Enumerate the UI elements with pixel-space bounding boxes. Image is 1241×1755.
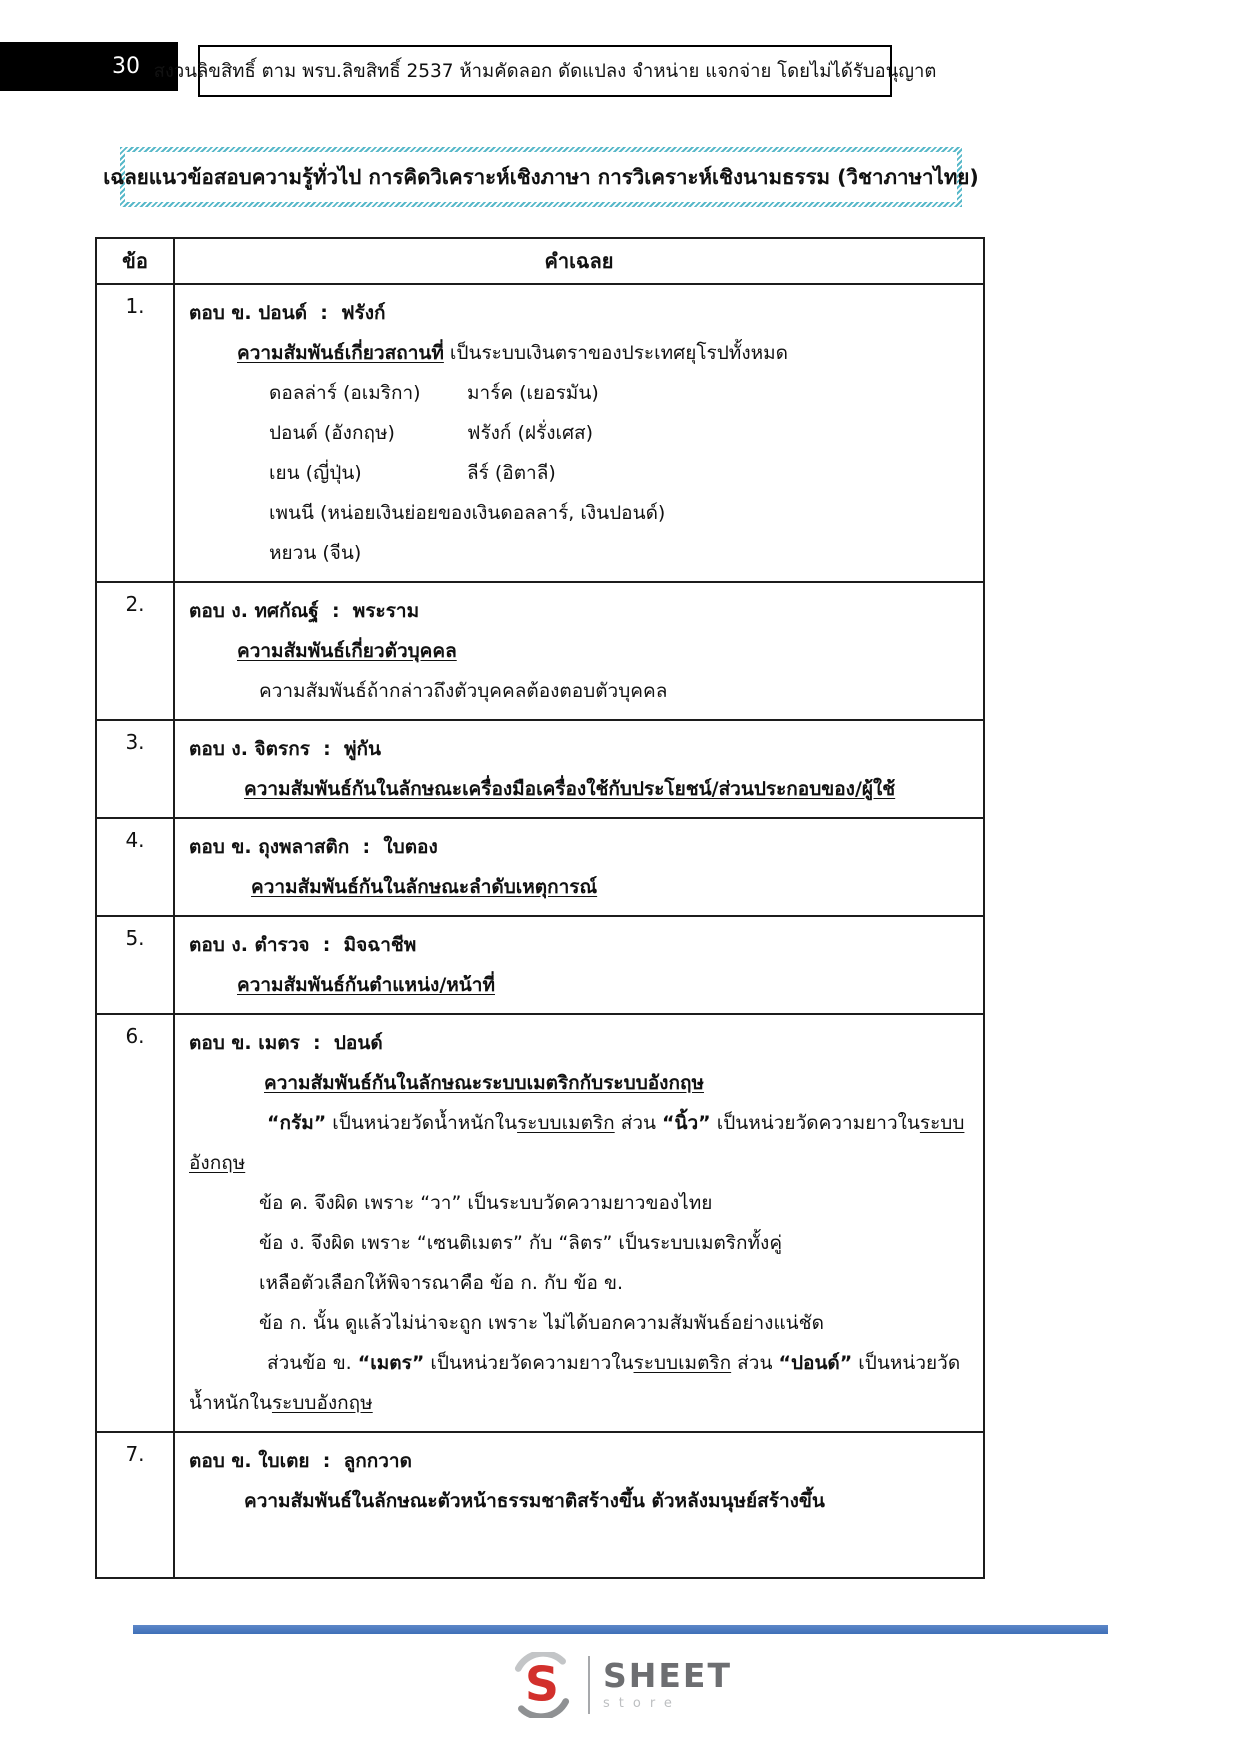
footer-divider <box>133 1625 1108 1634</box>
text-segment: เป็นระบบเงินตราของประเทศยุโรปทั้งหมด <box>443 342 788 364</box>
text-segment: “นิ้ว” <box>662 1112 711 1134</box>
text-segment: ข้อ ง. จึงผิด เพราะ “เซนติเมตร” กับ “ลิตร” เป็นระบบเมตริกทั้งคู่ <box>259 1232 783 1254</box>
logo-text <box>603 1655 732 1712</box>
text-segment: ระบบอังกฤษ <box>189 1112 965 1174</box>
page-header <box>0 0 1241 237</box>
answer-line <box>259 1303 969 1343</box>
text-segment: เพนนี (หน่อยเงินย่อยของเงินดอลลาร์, เงินปอนด์) <box>269 502 666 524</box>
text-segment: ส่วนข้อ ข. <box>267 1352 358 1374</box>
table-row <box>96 818 984 916</box>
header-row <box>96 238 984 284</box>
exam-title: เฉลยแนวข้อสอบความรู้ทั่วไป การคิดวิเคราะห์เชิงภาษา การวิเคราะห์เชิงนามธรรม (วิชาภาษาไทย) <box>103 164 979 189</box>
answer-line <box>251 867 969 907</box>
text-segment: ระบบอังกฤษ <box>271 1392 373 1414</box>
answer-line <box>259 1183 969 1223</box>
text-segment: ความสัมพันธ์เกี่ยวสถานที่ <box>237 342 444 364</box>
text-segment: ระบบเมตริก <box>633 1352 732 1374</box>
text-segment: ความสัมพันธ์ในลักษณะตัวหน้าธรรมชาติสร้างขึ้น ตัวหลังมนุษย์สร้างขึ้น <box>244 1490 825 1512</box>
answer-line <box>189 925 969 965</box>
question-number: 5. <box>96 916 174 1014</box>
table-header-item: ข้อ <box>96 238 174 284</box>
page-number-box <box>0 42 178 91</box>
table-row <box>96 582 984 720</box>
answer-line <box>264 1063 969 1103</box>
answer-table-body <box>96 284 984 1578</box>
question-number: 6. <box>96 1014 174 1432</box>
currency-pair-item: ดอลล่าร์ (อเมริกา) <box>269 382 421 404</box>
question-number: 1. <box>96 284 174 582</box>
copyright-notice: สงวนลิขสิทธิ์ ตาม พรบ.ลิขสิทธิ์ 2537 ห้ามคัดลอก ดัดแปลง จำหน่าย แจกจ่าย โดยไม่ได้รับอนุญาต <box>153 60 937 82</box>
table-row <box>96 1432 984 1578</box>
answer-cell <box>174 916 984 1014</box>
answer-line <box>237 333 969 373</box>
currency-pair-item: เยน (ญี่ปุ่น) <box>269 462 362 484</box>
answer-line <box>189 293 969 333</box>
text-segment: “กรัม” <box>267 1112 327 1134</box>
answer-line <box>189 729 969 769</box>
answer-line <box>259 1223 969 1263</box>
svg-text:S: S <box>524 1657 560 1713</box>
text-segment: ความสัมพันธ์เกี่ยวตัวบุคคล <box>237 640 457 662</box>
answer-cell <box>174 818 984 916</box>
sheet-store-logo <box>0 1652 1241 1718</box>
question-number: 4. <box>96 818 174 916</box>
answer-cell <box>174 582 984 720</box>
text-segment: เหลือตัวเลือกให้พิจารณาคือ ข้อ ก. กับ ข้อ ข. <box>259 1272 624 1294</box>
currency-pair-item: ฟรังก์ (ฝรั่งเศส) <box>467 422 594 444</box>
answer-line <box>244 1481 969 1521</box>
text-segment: หยวน (จีน) <box>269 542 362 564</box>
answer-line <box>237 631 969 671</box>
text-segment: เป็นหน่วยวัดน้ำหนักใน <box>326 1112 518 1134</box>
answer-line <box>269 413 969 453</box>
answer-line <box>189 591 969 631</box>
text-segment: ตอบ ข. เมตร : ปอนด์ <box>189 1032 383 1054</box>
answer-cell <box>174 720 984 818</box>
answer-line <box>269 493 969 533</box>
table-row <box>96 720 984 818</box>
brand-subtitle: store <box>603 1696 681 1712</box>
answer-line <box>269 533 969 573</box>
text-segment: “เมตร” <box>357 1352 425 1374</box>
text-segment: ระบบเมตริก <box>517 1112 615 1134</box>
question-number: 7. <box>96 1432 174 1578</box>
text-segment: เป็นหน่วยวัดความยาวใน <box>710 1112 920 1134</box>
text-segment: ความสัมพันธ์กันในลักษณะระบบเมตริกกับระบบอังกฤษ <box>264 1072 704 1094</box>
answer-line <box>189 1343 969 1423</box>
question-number: 3. <box>96 720 174 818</box>
answer-line <box>269 373 969 413</box>
table-header-answer: คำเฉลย <box>174 238 984 284</box>
answer-cell <box>174 1432 984 1578</box>
answer-line <box>269 453 969 493</box>
text-segment: ส่วน <box>731 1352 779 1374</box>
currency-pair-item: มาร์ค (เยอรมัน) <box>467 382 599 404</box>
table-row <box>96 1014 984 1432</box>
answer-line <box>259 671 969 711</box>
text-segment: ตอบ ข. ถุงพลาสติก : ใบตอง <box>189 836 438 858</box>
text-segment: “ปอนด์” <box>778 1352 853 1374</box>
text-segment: ความสัมพันธ์กันในลักษณะลำดับเหตุการณ์ <box>251 876 598 898</box>
answer-line <box>259 1263 969 1303</box>
exam-title-box <box>103 147 979 207</box>
text-segment: ตอบ ง. ตำรวจ : มิจฉาชีพ <box>189 934 417 956</box>
answer-line <box>244 769 969 809</box>
question-number: 2. <box>96 582 174 720</box>
text-segment: ส่วน <box>614 1112 663 1134</box>
currency-pair-item: ลีร์ (อิตาลี) <box>467 462 556 484</box>
answer-line <box>189 1441 969 1481</box>
page-number: 30 <box>112 54 140 79</box>
answer-line <box>189 1023 969 1063</box>
answer-cell <box>174 1014 984 1432</box>
answer-line <box>189 1103 969 1183</box>
answer-cell <box>174 284 984 582</box>
currency-pair-item: ปอนด์ (อังกฤษ) <box>269 422 395 444</box>
text-segment: ตอบ ข. ปอนด์ : ฟรังก์ <box>189 302 386 324</box>
text-segment: ตอบ ง. ทศกัณฐ์ : พระราม <box>189 600 420 622</box>
text-segment: ความสัมพันธ์ถ้ากล่าวถึงตัวบุคคลต้องตอบตัวบุคคล <box>259 680 668 702</box>
copyright-box <box>153 45 937 97</box>
table-row <box>96 916 984 1014</box>
text-segment: ข้อ ก. นั้น ดูแล้วไม่น่าจะถูก เพราะ ไม่ได้บอกความสัมพันธ์อย่างแน่ชัด <box>259 1312 824 1334</box>
brand-name: SHEET <box>603 1655 732 1695</box>
text-segment: เป็นหน่วยวัดน้ำหนักใน <box>189 1352 961 1414</box>
text-segment: ความสัมพันธ์กันตำแหน่ง/หน้าที่ <box>237 974 495 996</box>
answer-line <box>237 965 969 1005</box>
text-segment: เป็นหน่วยวัดความยาวใน <box>424 1352 634 1374</box>
answer-table-head <box>96 238 984 284</box>
answer-table <box>95 237 985 1579</box>
s-mark-icon <box>509 1652 575 1718</box>
text-segment: ตอบ ง. จิตรกร : พู่กัน <box>189 738 381 760</box>
text-segment: ตอบ ข. ใบเตย : ลูกกวาด <box>189 1450 412 1472</box>
logo-divider <box>588 1656 590 1714</box>
text-segment: ข้อ ค. จึงผิด เพราะ “วา” เป็นระบบวัดความยาวของไทย <box>259 1192 713 1214</box>
text-segment: ความสัมพันธ์กันในลักษณะเครื่องมือเครื่องใช้กับประโยชน์/ส่วนประกอบของ/ผู้ใช้ <box>244 778 896 800</box>
table-row <box>96 284 984 582</box>
answer-line <box>189 827 969 867</box>
